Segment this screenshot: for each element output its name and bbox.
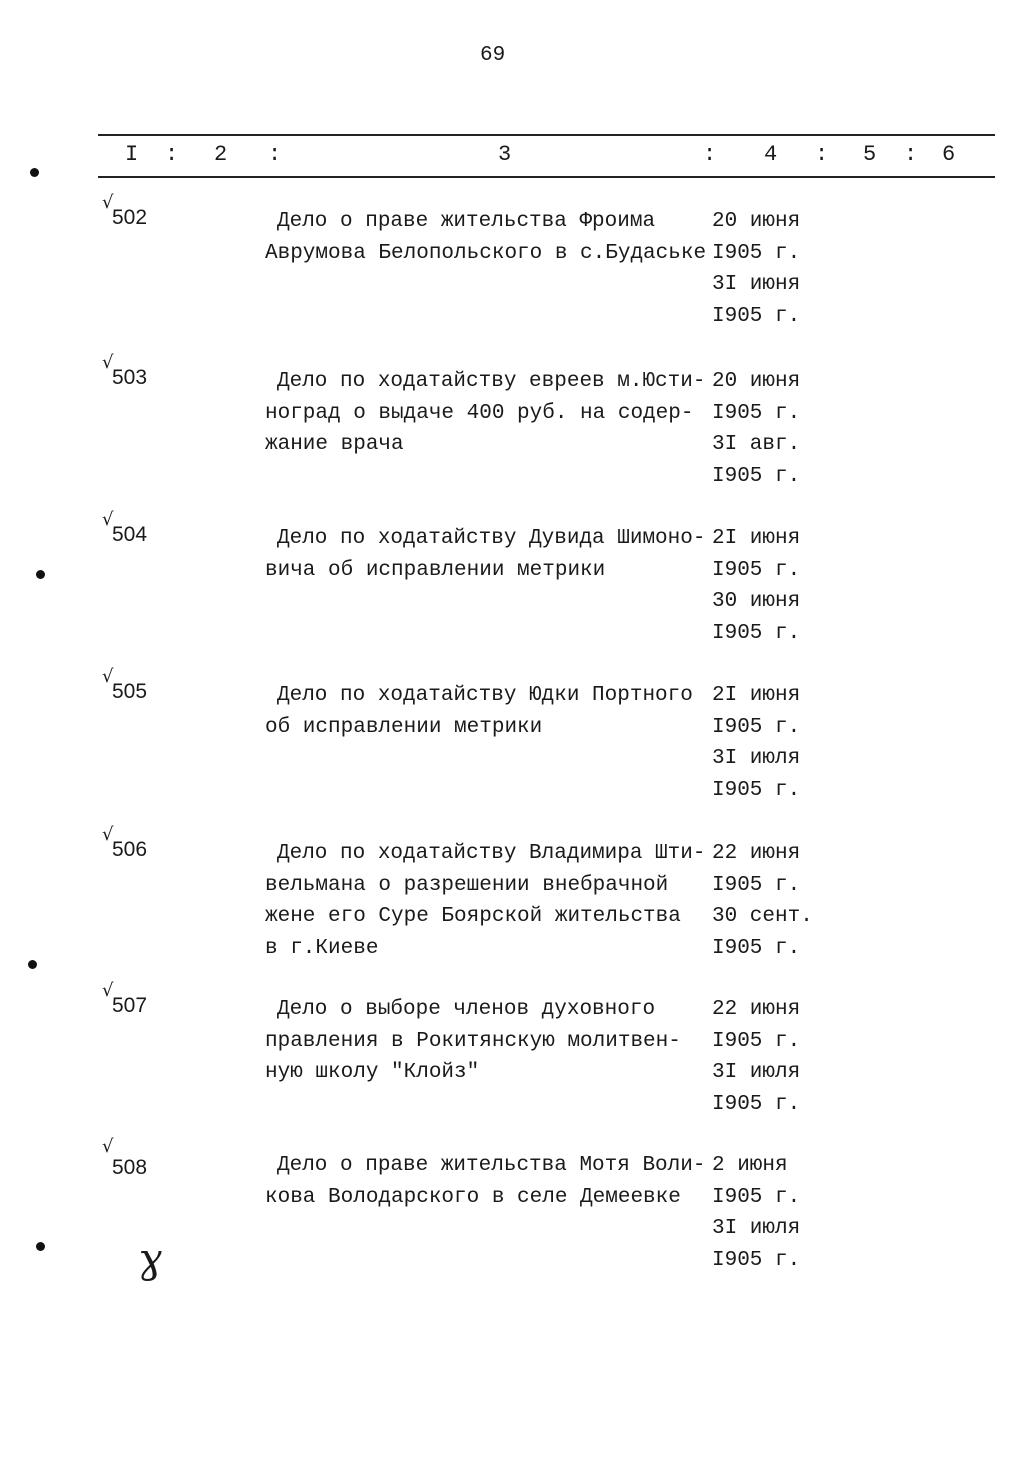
- check-mark-icon: √: [102, 1136, 114, 1157]
- date-line: I905 г.: [712, 621, 801, 645]
- description-line: жене его Суре Боярской жительства: [265, 905, 681, 928]
- page-number: 69: [480, 44, 506, 67]
- table-header-bottom-rule: [98, 176, 995, 178]
- entry-dates: [712, 838, 813, 964]
- binder-hole: [28, 960, 37, 969]
- description-line: Дело о праве жительства Фроима: [277, 210, 656, 233]
- description-line: Дело о праве жительства Мотя Воли-: [277, 1154, 706, 1177]
- date-line: 3I авг.: [712, 433, 801, 456]
- date-line: I905 г.: [712, 873, 801, 897]
- date-line: 30 июня: [712, 590, 801, 613]
- entry-number: 502: [112, 206, 148, 229]
- column-header-6: 6: [942, 142, 956, 167]
- check-mark-icon: √: [102, 509, 114, 530]
- description-line: вича об исправлении метрики: [265, 558, 606, 582]
- date-line: 3I июля: [712, 1217, 801, 1240]
- description-line: ноград о выдаче 400 руб. на содер-: [265, 401, 694, 425]
- date-line: 2 июня: [712, 1154, 788, 1177]
- description-line: вельмана о разрешении внебрачной: [265, 873, 669, 897]
- column-separator: :: [904, 142, 918, 167]
- description-line: ную школу "Клойз": [265, 1061, 480, 1084]
- entry-description: [265, 523, 705, 586]
- date-line: I905 г.: [712, 715, 801, 739]
- date-line: 20 июня: [712, 370, 801, 393]
- entry-description: [265, 366, 705, 461]
- check-mark-icon: √: [102, 824, 114, 845]
- entry-description: [265, 206, 706, 269]
- entry-dates: [712, 366, 800, 492]
- description-line: Дело по ходатайству Дувида Шимоно-: [277, 527, 706, 550]
- date-line: I905 г.: [712, 558, 801, 582]
- date-line: I905 г.: [712, 241, 801, 265]
- entry-dates: [712, 523, 800, 649]
- date-line: 22 июня: [712, 842, 801, 865]
- date-line: 30 сент.: [712, 905, 813, 928]
- entry-number: 503: [112, 366, 148, 389]
- binder-hole: [30, 168, 39, 177]
- date-line: 3I июня: [712, 273, 801, 296]
- entry-number: 507: [112, 994, 148, 1017]
- date-line: 20 июня: [712, 210, 801, 233]
- entry-dates: [712, 1150, 800, 1276]
- entry-number: 508: [112, 1156, 148, 1179]
- description-line: Дело по ходатайству евреев м.Юсти-: [277, 370, 706, 393]
- column-header-4: 4: [764, 142, 778, 167]
- check-mark-icon: √: [102, 666, 114, 687]
- description-line: Дело по ходатайству Владимира Шти-: [277, 842, 706, 865]
- date-line: 22 июня: [712, 998, 801, 1021]
- column-separator: :: [815, 142, 829, 167]
- entry-dates: [712, 680, 800, 806]
- date-line: 2I июня: [712, 684, 801, 707]
- entry-description: [265, 838, 705, 964]
- check-mark-icon: √: [102, 352, 114, 373]
- binder-hole: [36, 1242, 45, 1251]
- date-line: I905 г.: [712, 936, 801, 960]
- description-line: в г.Киеве: [265, 936, 379, 960]
- column-separator: :: [703, 142, 717, 167]
- date-line: 2I июня: [712, 527, 801, 550]
- column-separator: :: [268, 142, 282, 167]
- date-line: I905 г.: [712, 1185, 801, 1209]
- column-separator: :: [165, 142, 179, 167]
- date-line: I905 г.: [712, 464, 801, 488]
- description-line: Аврумова Белопольского в с.Будаське: [265, 241, 707, 265]
- date-line: I905 г.: [712, 304, 801, 328]
- date-line: I905 г.: [712, 778, 801, 802]
- entry-dates: [712, 994, 800, 1120]
- description-line: кова Володарского в селе Демеевке: [265, 1185, 681, 1209]
- entry-description: [265, 994, 681, 1089]
- description-line: правления в Рокитянскую молитвен-: [265, 1029, 681, 1053]
- description-line: Дело по ходатайству Юдки Портного: [277, 684, 693, 707]
- table-header-top-rule: [98, 134, 995, 136]
- check-mark-icon: √: [102, 192, 114, 213]
- date-line: I905 г.: [712, 1092, 801, 1116]
- entry-description: [265, 680, 693, 743]
- date-line: I905 г.: [712, 1248, 801, 1272]
- description-line: об исправлении метрики: [265, 715, 543, 739]
- column-header-1: I: [125, 142, 139, 167]
- handwritten-mark: ɣ: [138, 1236, 162, 1282]
- entry-number: 504: [112, 523, 148, 546]
- description-line: Дело о выборе членов духовного: [277, 998, 656, 1021]
- date-line: 3I июля: [712, 1061, 801, 1084]
- date-line: 3I июля: [712, 747, 801, 770]
- description-line: жание врача: [265, 433, 404, 456]
- date-line: I905 г.: [712, 1029, 801, 1053]
- date-line: I905 г.: [712, 401, 801, 425]
- binder-hole: [36, 570, 45, 579]
- entry-dates: [712, 206, 800, 332]
- column-header-5: 5: [863, 142, 877, 167]
- check-mark-icon: √: [102, 980, 114, 1001]
- entry-number: 505: [112, 680, 148, 703]
- entry-number: 506: [112, 838, 148, 861]
- entry-description: [265, 1150, 705, 1213]
- column-header-3: 3: [498, 142, 512, 167]
- column-header-2: 2: [214, 142, 228, 167]
